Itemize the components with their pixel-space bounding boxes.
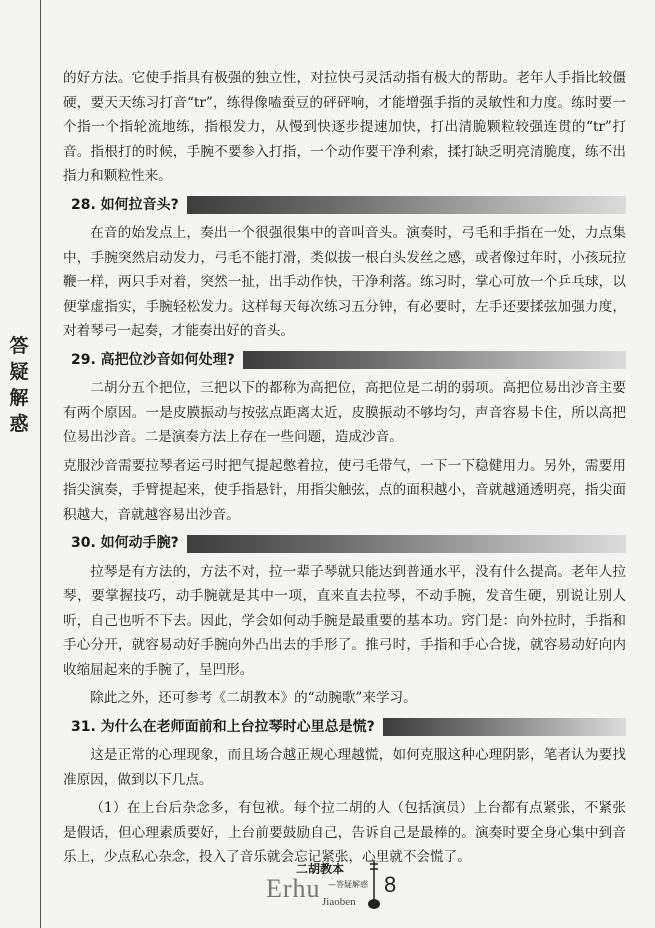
question-heading [63, 715, 626, 739]
body-paragraph: 在音的始发点上，奏出一个很强很集中的音叫音头。演奏时，弓毛和手指在一处，力点集中，手腕突然启动发力，弓毛不能打滑，类似拔一根白头发丝之感，或者像过年时，小孩玩拉鞭一样，两只手对着，突然一扯，出手动作快，干净利落。练习时，掌心可放一个乒乓球，以便掌虚指实，手腕轻松发力。这样每天每次练习五分钟，有必要时，左手还要揉弦加强力度，对着琴弓一起奏，才能奏出好的音头。 [63, 224, 626, 340]
heading-gradient-bar [187, 535, 626, 553]
page-body [63, 66, 626, 874]
book-title-cn: 二胡教本 [296, 862, 345, 876]
side-label-char: 答 [9, 335, 29, 357]
body-paragraph: （1）在上台后杂念多，有包袱。每个拉二胡的人（包括演员）上台都有点紧张，不紧张是假话，但心理素质要好，上台前要鼓励自己，告诉自己是最棒的。演奏时要全身心集中到音乐上，少点私心杂念，投入了音乐就会忘记紧张，心里就不会慌了。 [63, 800, 626, 866]
heading-gradient-bar [187, 196, 626, 214]
question-title: 31. 为什么在老师面前和上台拉琴时心里总是慌? [71, 718, 375, 735]
heading-gradient-bar [243, 351, 626, 369]
question-title: 28. 如何拉音头? [71, 196, 179, 213]
book-title-en-sub: Jiaoben [322, 896, 356, 908]
body-paragraph: 二胡分五个把位，三把以下的都称为高把位，高把位是二胡的弱项。高把位易出沙音主要有两个原因。一是皮膜振动与按弦点距离太近，皮膜振动不够均匀，声音容易卡住，所以高把位易出沙音。二是演奏方法上存在一些问题，造成沙音。 [63, 379, 626, 446]
body-paragraph: 拉琴是有方法的，方法不对，拉一辈子琴就只能达到普通水平，没有什么提高。老年人拉琴，要掌握技巧，动手腕就是其中一项，直来直去拉琴，不动手腕，发音生硬，别说让别人听，自己也听不下去。因此，学会如何动手腕是最重要的基本功。窍门是：向外拉时，手指和手心分开，就容易动好手腕向外凸出去的手形了。推弓时，手指和手心合拢，就容易动好向内收缩屈起来的手腕了，呈凹形。 [63, 563, 626, 678]
book-title-en: Erhu [266, 874, 321, 903]
side-label-char: 惑 [9, 413, 29, 435]
question-heading [63, 348, 626, 372]
question-heading [63, 193, 626, 217]
side-label-char: 解 [9, 387, 29, 409]
book-subtitle: —答疑解惑 [328, 880, 368, 889]
side-label-char: 疑 [9, 361, 29, 383]
question-title: 30. 如何动手腕? [71, 535, 179, 552]
question-title: 29. 高把位沙音如何处理? [71, 351, 235, 368]
book-logo-footer [266, 858, 416, 914]
section-side-label [4, 333, 34, 437]
erhu-icon [362, 858, 386, 912]
body-paragraph: 除此之外，还可参考《二胡教本》的“动腕歌”来学习。 [90, 690, 417, 707]
body-paragraph: 这是正常的心理现象，而且场合越正规心理越慌，如何克服这种心理阴影，笔者认为要找准原因，做到以下几点。 [63, 747, 626, 788]
body-paragraph: 克服沙音需要拉琴者运弓时把气提起憋着拉，使弓毛带气，一下一下稳健用力。另外，需要用指尖演奏，手臂提起来，使手指悬针，用指尖触弦，点的面积越小，音就越通透明亮，指尖面积越大，音就越容易出沙音。 [63, 457, 626, 523]
heading-gradient-bar [383, 718, 626, 736]
question-heading [63, 532, 626, 556]
body-paragraph: 的好方法。它使手指具有极强的独立性，对拉快弓灵活动指有极大的帮助。老年人手指比较僵硬，要天天练习打音“tr”，练得像嗑蚕豆的砰砰响，才能增强手指的灵敏性和力度。练时要一个指一个指轮流地练，指根发力，从慢到快逐步提速加快，打出清脆颗粒较强连贯的“tr”打音。指根打的时候，手腕不要参入打指，一个动作要干净利索，揉打缺乏明亮清脆度，练不出指力和颗粒性来。 [63, 70, 626, 185]
page-number: 8 [384, 872, 397, 897]
margin-rule [40, 0, 41, 928]
